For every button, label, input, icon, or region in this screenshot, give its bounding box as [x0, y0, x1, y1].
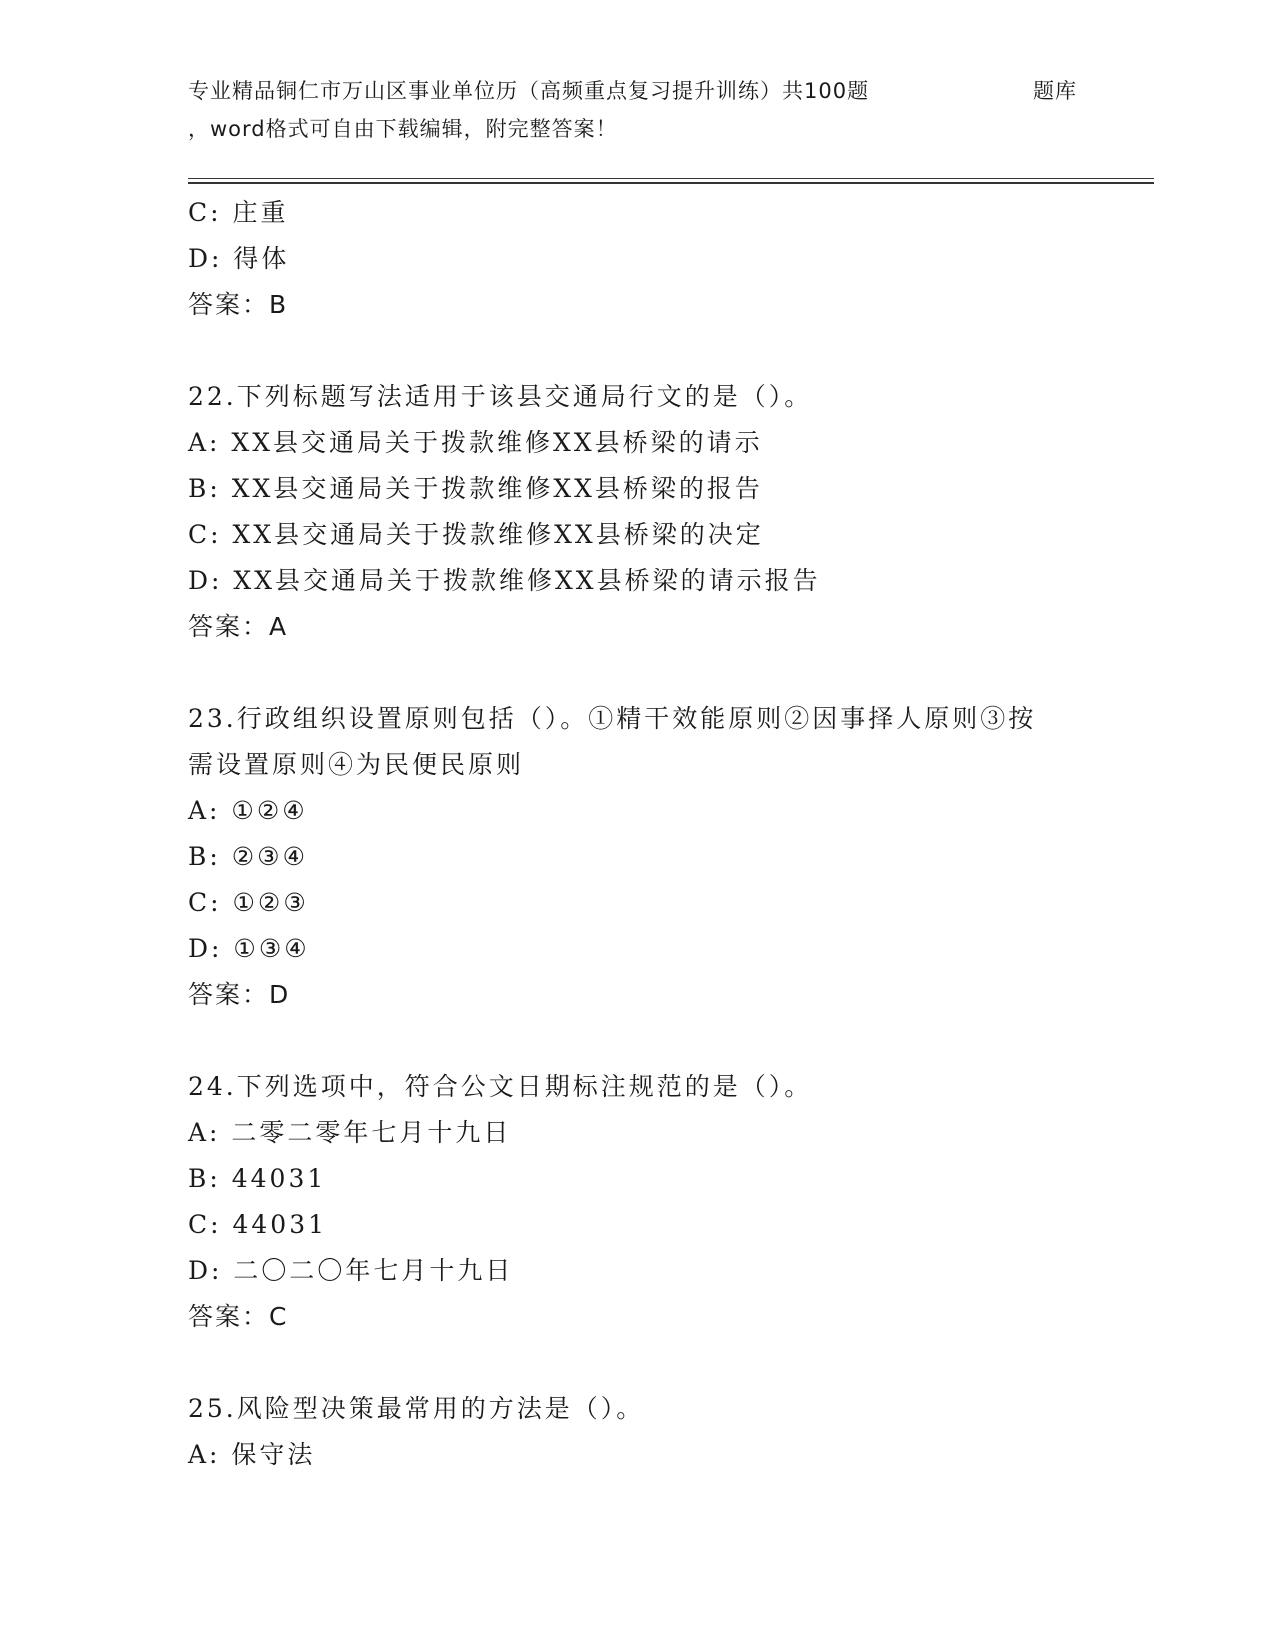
header-divider-thick [188, 182, 1154, 184]
header-divider-thin [188, 178, 1154, 179]
answer: 答案：D [188, 980, 291, 1009]
header-title-line-1 [188, 72, 1148, 110]
option-d: D: XX县交通局关于拨款维修XX县桥梁的请示报告 [188, 566, 821, 595]
option-d: D: 二〇二〇年七月十九日 [188, 1256, 514, 1285]
option-c: C: XX县交通局关于拨款维修XX县桥梁的决定 [188, 520, 764, 549]
option-c: C: ①②③ [188, 888, 309, 917]
answer: 答案：A [188, 612, 289, 641]
header-tag: 题库 [1033, 79, 1077, 103]
option-b: B: XX县交通局关于拨款维修XX县桥梁的报告 [188, 474, 763, 503]
option-c: C: 44031 [188, 1210, 328, 1239]
header-title: 专业精品铜仁市万山区事业单位历（高频重点复习提升训练）共100题 [188, 79, 870, 103]
answer: 答案：C [188, 1302, 289, 1331]
option-b: B: 44031 [188, 1164, 327, 1193]
question-24 [188, 1064, 1088, 1340]
option-c: C: 庄重 [188, 198, 289, 227]
question-text: 22.下列标题写法适用于该县交通局行文的是（）。 [188, 382, 813, 411]
question-text: 24.下列选项中，符合公文日期标注规范的是（）。 [188, 1072, 813, 1101]
question-list [188, 190, 1088, 1478]
answer: 答案：B [188, 290, 289, 319]
header-title-line-2: ，word格式可自由下载编辑，附完整答案！ [188, 117, 618, 141]
question-23 [188, 696, 1088, 1018]
option-a: A: XX县交通局关于拨款维修XX县桥梁的请示 [188, 428, 763, 457]
option-d: D: ①③④ [188, 934, 310, 963]
question-22 [188, 374, 1088, 650]
option-b: B: ②③④ [188, 842, 308, 871]
question-25 [188, 1386, 1088, 1478]
option-d: D: 得体 [188, 244, 290, 273]
question-21-continued [188, 190, 1088, 328]
question-text: 25.风险型决策最常用的方法是（）。 [188, 1394, 645, 1423]
question-text: 23.行政组织设置原则包括（）。①精干效能原则②因事择人原则③按 [188, 704, 1037, 733]
option-a: A: 二零二零年七月十九日 [188, 1118, 512, 1147]
question-text-continued: 需设置原则④为民便民原则 [188, 750, 525, 779]
page-header [188, 72, 1148, 148]
option-a: A: 保守法 [188, 1440, 316, 1469]
option-a: A: ①②④ [188, 796, 308, 825]
